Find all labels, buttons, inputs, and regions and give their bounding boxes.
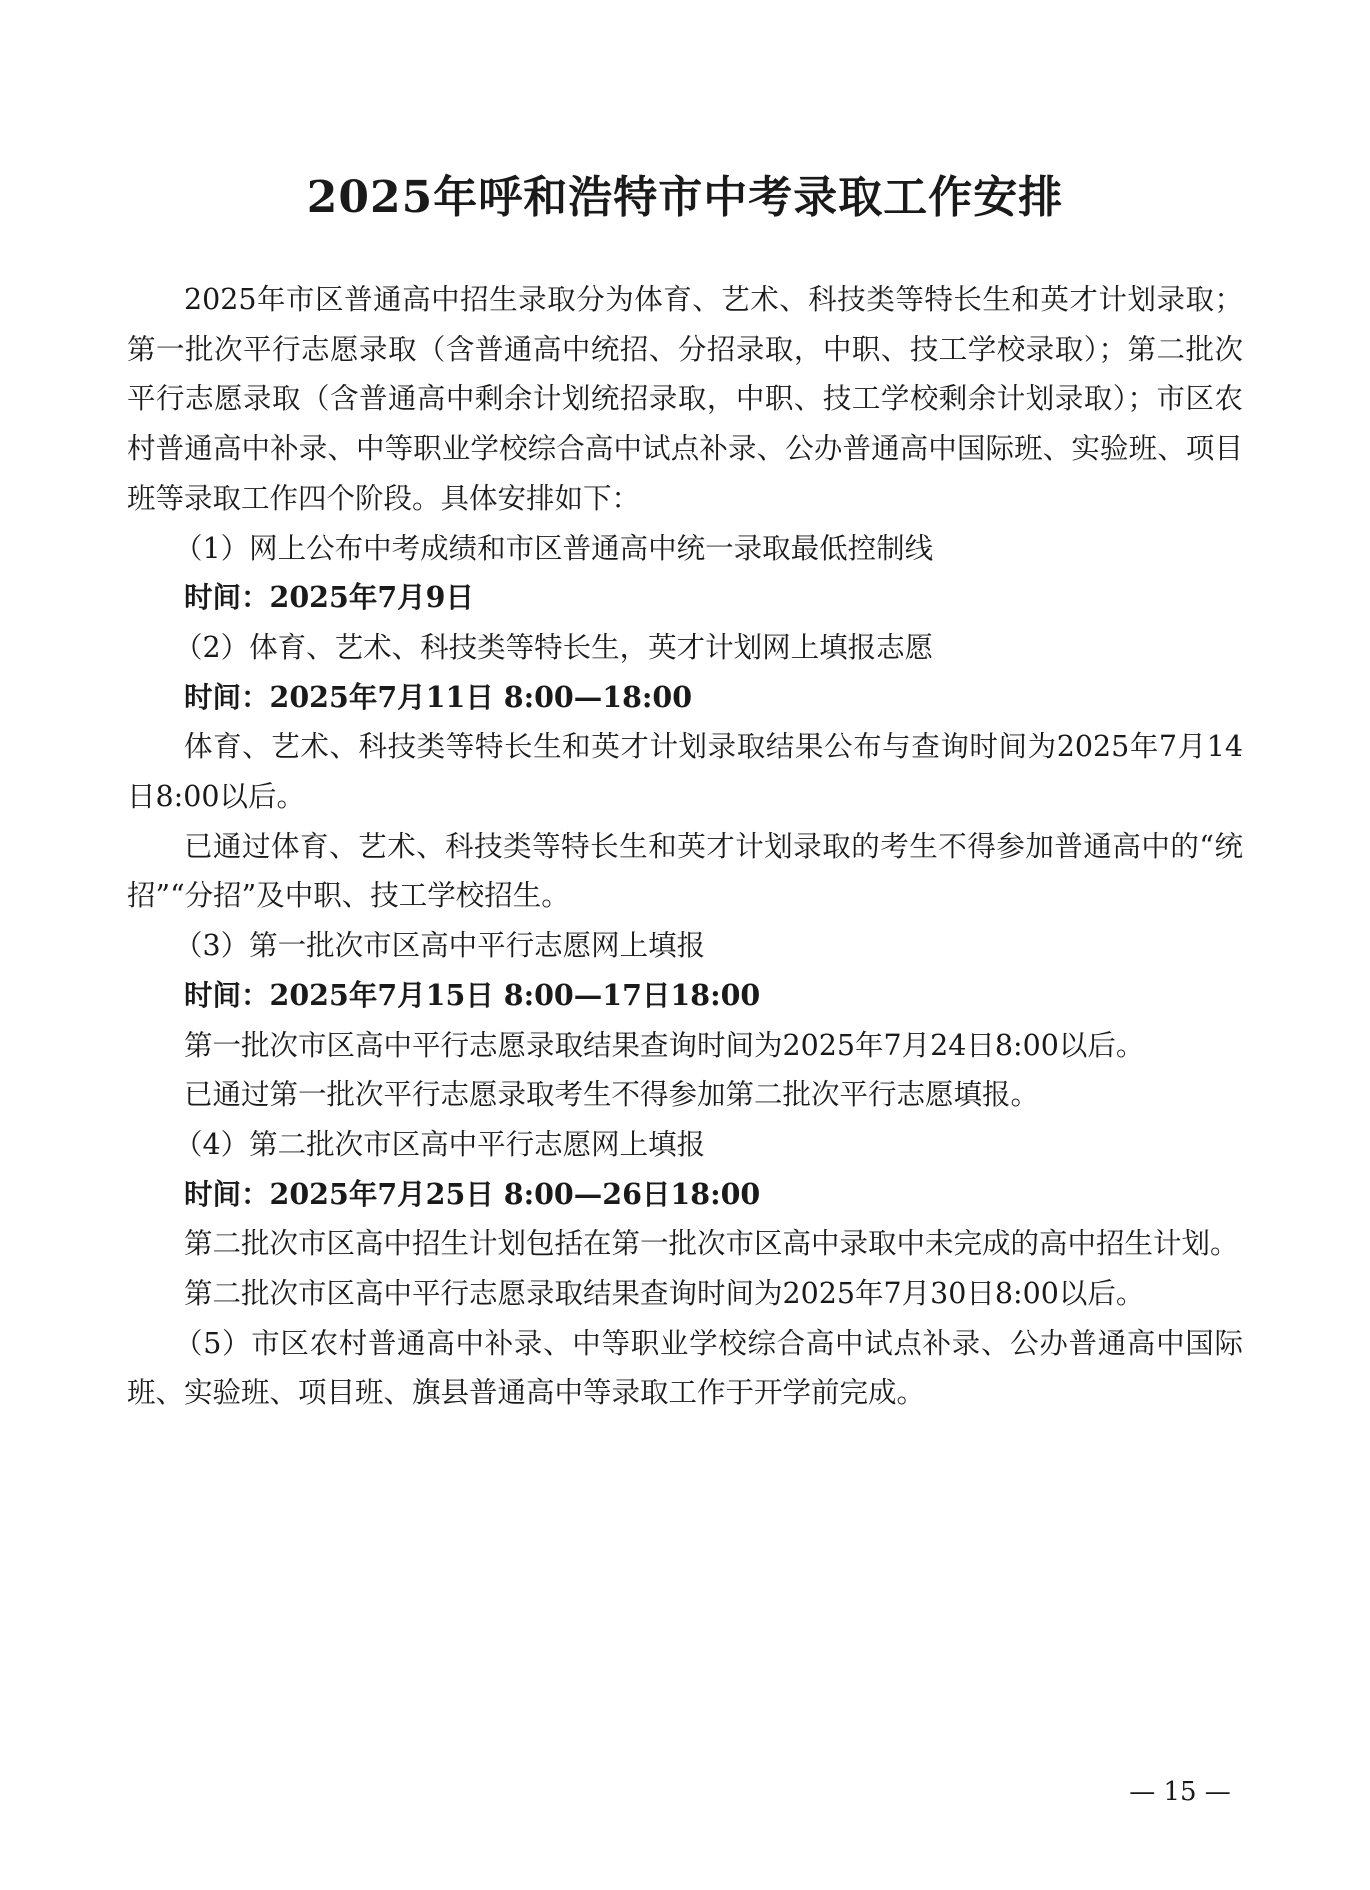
item-1-heading: （1）网上公布中考成绩和市区普通高中统一录取最低控制线 [174,531,934,565]
item-3-time: 时间：2025年7月15日 8:00—17日18:00 [184,977,761,1012]
intro-paragraph: 2025年市区普通高中招生录取分为体育、艺术、科技类等特长生和英才计划录取；第一批次平行志愿录取（含普通高中统招、分招录取，中职、技工学校录取）；第二批次平行志愿录取（含普通高中剩余计划统招录取，中职、技工学校剩余计划录取）；市区农村普通高中补录、中等职业学校综合高中试点补录、公办普通高中国际班、实验班、项目班等录取工作四个阶段。具体安排如下： [127,283,1243,515]
item-2-time: 时间：2025年7月11日 8:00—18:00 [184,679,693,714]
item-1-time: 时间：2025年7月9日 [184,580,474,615]
item-3-heading: （3）第一批次市区高中平行志愿网上填报 [174,929,706,963]
item-4-result-paragraph: 第二批次市区高中平行志愿录取结果查询时间为2025年7月30日8:00以后。 [184,1277,1145,1311]
document-body [127,275,1243,1418]
item-5-paragraph: （5）市区农村普通高中补录、中等职业学校综合高中试点补录、公办普通高中国际班、实验班、项目班、旗县普通高中等录取工作于开学前完成。 [127,1326,1243,1410]
page-number: — 15 — [1129,1777,1231,1807]
item-2-restriction-paragraph: 已通过体育、艺术、科技类等特长生和英才计划录取的考生不得参加普通高中的“统招”“分招”及中职、技工学校招生。 [127,829,1243,913]
item-3-result-paragraph: 第一批次市区高中平行志愿录取结果查询时间为2025年7月24日8:00以后。 [184,1028,1145,1062]
item-4-plan-paragraph: 第二批次市区高中招生计划包括在第一批次市区高中录取中未完成的高中招生计划。 [184,1227,1239,1261]
item-4-heading: （4）第二批次市区高中平行志愿网上填报 [174,1127,706,1161]
item-2-heading: （2）体育、艺术、科技类等特长生，英才计划网上填报志愿 [174,630,934,664]
document-title: 2025年呼和浩特市中考录取工作安排 [306,172,1064,223]
item-3-restriction-paragraph: 已通过第一批次平行志愿录取考生不得参加第二批次平行志愿填报。 [184,1078,1040,1112]
item-4-time: 时间：2025年7月25日 8:00—26日18:00 [184,1176,761,1211]
item-2-result-paragraph: 体育、艺术、科技类等特长生和英才计划录取结果公布与查询时间为2025年7月14日8:00以后。 [127,730,1243,814]
